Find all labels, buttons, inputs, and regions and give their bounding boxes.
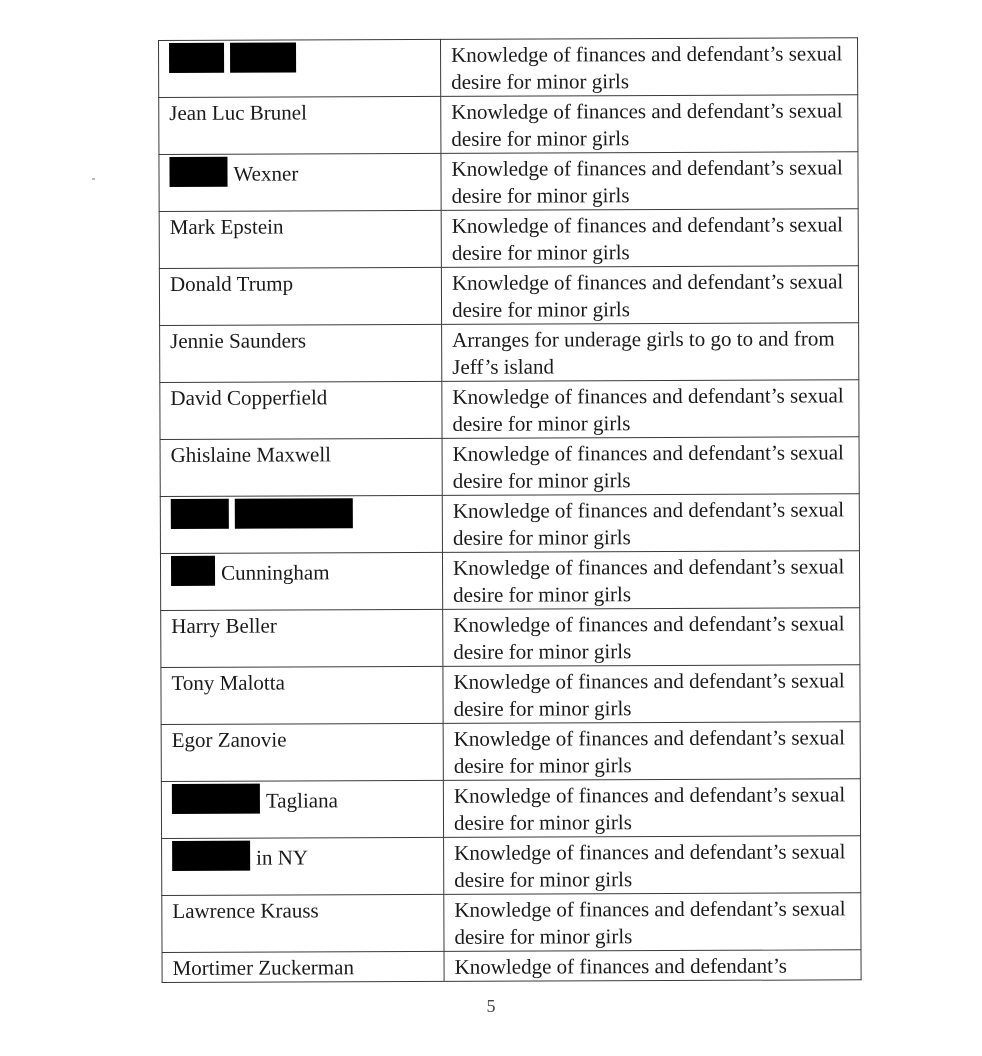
- name-cell: [159, 153, 441, 211]
- name-cell: [162, 894, 444, 952]
- name-cell: [161, 780, 443, 838]
- redaction-bar: [171, 499, 229, 529]
- table-body: [159, 38, 862, 983]
- name-cell: [160, 438, 442, 496]
- description-cell: Knowledge of finances and defendant’s sexual desire for minor girls: [442, 551, 859, 610]
- table-row: [159, 152, 858, 212]
- table-row: [159, 38, 858, 98]
- table-row: [161, 665, 860, 725]
- description-cell: Knowledge of finances and defendant’s sexual desire for minor girls: [441, 95, 858, 154]
- description-cell: Knowledge of finances and defendant’s sexual desire for minor girls: [441, 209, 858, 268]
- table-row: [162, 836, 861, 896]
- description-cell: Knowledge of finances and defendant’s sexual desire for minor girls: [441, 152, 858, 211]
- table-row: [160, 494, 859, 554]
- person-name: Harry Beller: [171, 613, 277, 638]
- page-number: 5: [486, 996, 496, 1016]
- table-row: [159, 266, 858, 326]
- description-cell: Knowledge of finances and defendant’s sexual desire for minor girls: [443, 608, 860, 667]
- table-row: [161, 608, 860, 668]
- table-row: [161, 779, 860, 839]
- table-row: [161, 722, 860, 782]
- name-cell: [162, 951, 444, 982]
- name-cell: [160, 552, 442, 610]
- table-row: [160, 437, 859, 497]
- person-name: Mark Epstein: [169, 214, 284, 239]
- person-name: Wexner: [233, 161, 299, 186]
- person-name: Lawrence Krauss: [172, 898, 319, 923]
- redaction-bar: [172, 841, 250, 871]
- person-name: Tagliana: [265, 788, 338, 813]
- name-cell: [160, 381, 442, 439]
- description-cell: Arranges for underage girls to go to and from Jeff’s island: [442, 323, 859, 382]
- description-cell: Knowledge of finances and defendant’s sexual desire for minor girls: [443, 722, 860, 781]
- description-cell: Knowledge of finances and defendant’s sexual desire for minor girls: [440, 38, 857, 97]
- description-cell: Knowledge of finances and defendant’s sexual desire for minor girls: [442, 380, 859, 439]
- description-cell: Knowledge of finances and defendant’s sexual desire for minor girls: [443, 665, 860, 724]
- description-cell: Knowledge of finances and defendant’s: [444, 950, 861, 982]
- person-name: Mortimer Zuckerman: [172, 955, 354, 980]
- person-name: Donald Trump: [169, 271, 294, 296]
- table-row: [160, 323, 859, 383]
- table-row: [160, 380, 859, 440]
- name-cell: [162, 837, 444, 895]
- redaction-bar: [169, 157, 227, 187]
- name-cell: [159, 210, 441, 268]
- name-cell: [159, 39, 441, 97]
- table-row: [162, 893, 861, 953]
- person-name: Cunningham: [221, 560, 330, 585]
- name-cell: [161, 609, 443, 667]
- name-cell: [159, 96, 441, 154]
- description-cell: Knowledge of finances and defendant’s sexual desire for minor girls: [444, 893, 861, 952]
- person-name: David Copperfield: [170, 385, 328, 410]
- redaction-bar: [172, 784, 260, 814]
- person-name: in NY: [256, 845, 309, 870]
- description-cell: Knowledge of finances and defendant’s sexual desire for minor girls: [444, 836, 861, 895]
- scan-speck: [92, 178, 95, 180]
- description-cell: Knowledge of finances and defendant’s sexual desire for minor girls: [442, 494, 859, 553]
- person-name: Jean Luc Brunel: [169, 100, 307, 125]
- description-cell: Knowledge of finances and defendant’s sexual desire for minor girls: [441, 266, 858, 325]
- name-cell: [159, 267, 441, 325]
- table-row: [162, 950, 861, 983]
- name-cell: [160, 324, 442, 382]
- table-row: [159, 209, 858, 269]
- redaction-bar: [169, 43, 224, 73]
- name-cell: [161, 666, 443, 724]
- redaction-bar: [235, 498, 353, 528]
- description-cell: Knowledge of finances and defendant’s sexual desire for minor girls: [442, 437, 859, 496]
- redaction-bar: [171, 556, 215, 586]
- person-name: Tony Malotta: [171, 670, 285, 695]
- redaction-bar: [230, 42, 296, 72]
- witness-table: [158, 37, 862, 983]
- name-cell: [161, 723, 443, 781]
- table-row: [160, 551, 859, 611]
- table-row: [159, 95, 858, 155]
- description-cell: Knowledge of finances and defendant’s sexual desire for minor girls: [443, 779, 860, 838]
- name-cell: [160, 495, 442, 553]
- person-name: Jennie Saunders: [170, 328, 307, 353]
- person-name: Ghislaine Maxwell: [170, 442, 332, 467]
- person-name: Egor Zanovie: [171, 727, 287, 752]
